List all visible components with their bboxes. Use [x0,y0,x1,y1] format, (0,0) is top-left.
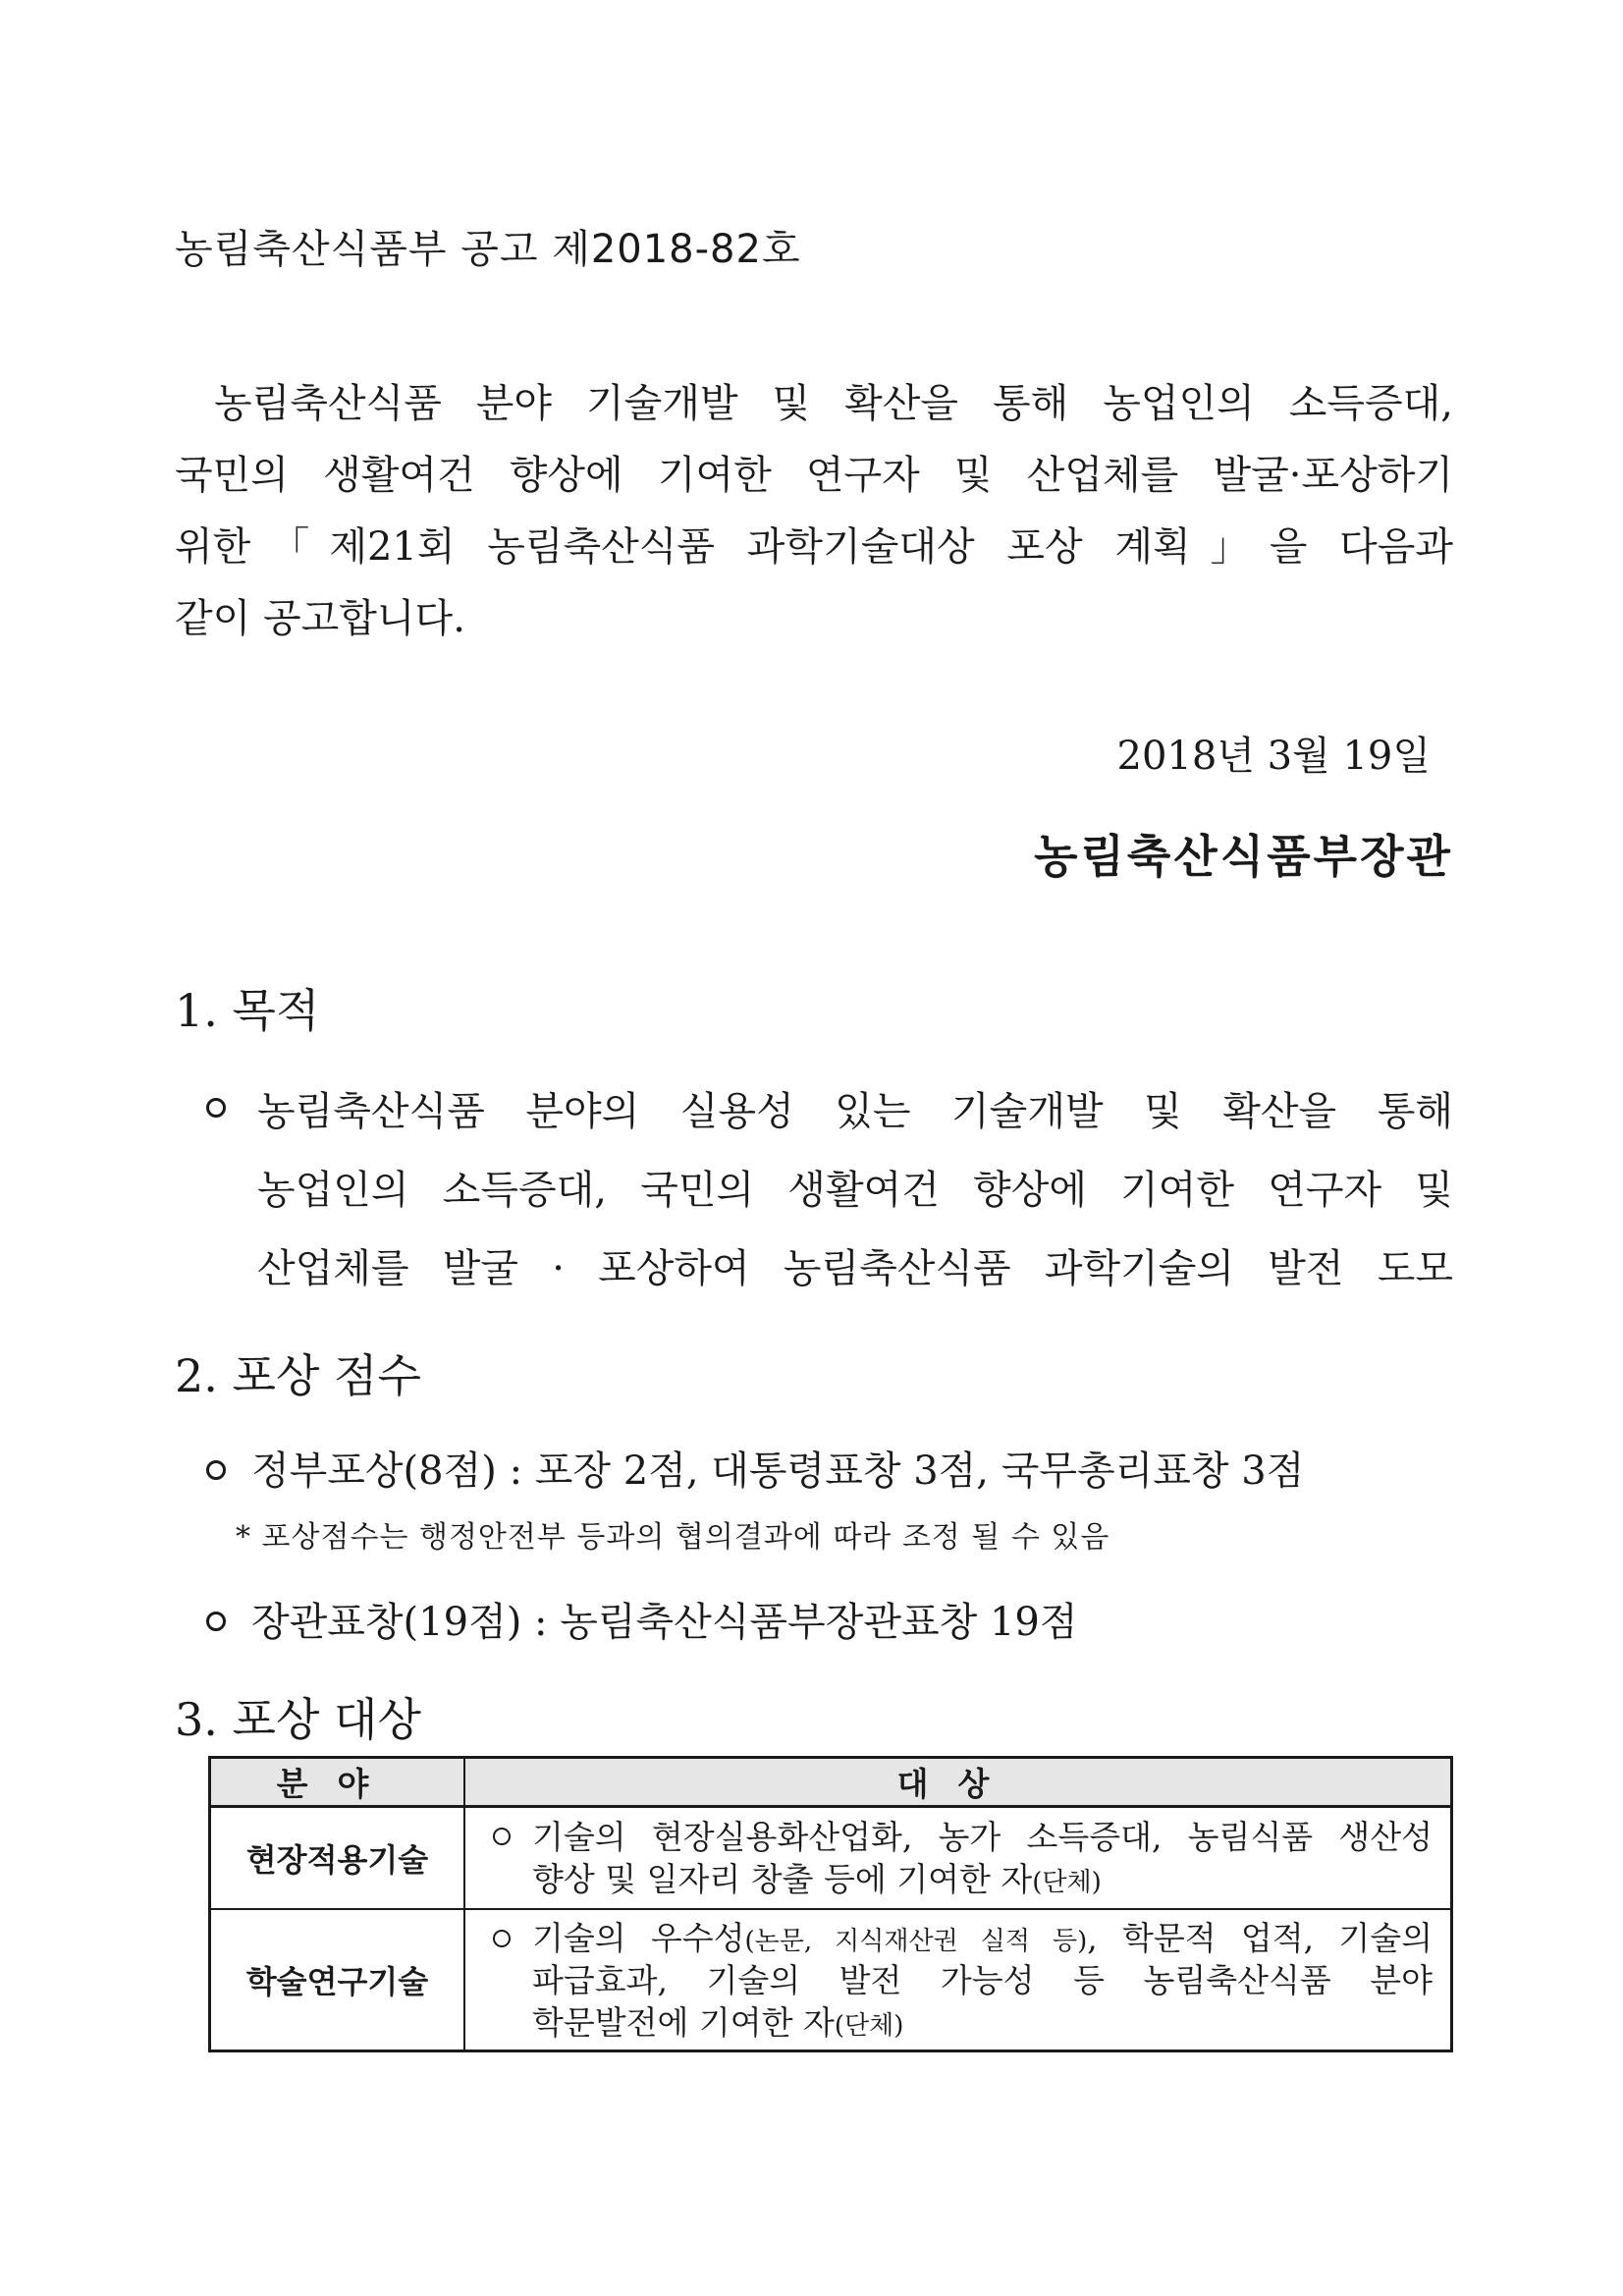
desc-line [493,1858,1433,1900]
issuer-title: 농림축산식품부장관 [1034,830,1453,883]
award-targets-table [208,1756,1453,2052]
purpose-line: 산업체를 발굴 · 포상하여 농림축산식품 과학기술의 발전 도모 [257,1246,1453,1291]
score-item-government [206,1440,1304,1496]
bullet-circle-icon [493,1930,511,1947]
table-row [210,1807,1452,1910]
intro-line: 같이 공고합니다. [175,596,465,641]
purpose-line: 농림축산식품 분야의 실용성 있는 기술개발 및 확산을 통해 [257,1089,1453,1134]
table-cell-desc [464,1807,1452,1910]
bullet-circle-icon [206,1460,226,1480]
bullet-circle-icon [493,1828,511,1845]
intro-line: 농림축산식품 분야 기술개발 및 확산을 통해 농업인의 소득증대, [214,381,1453,426]
section-title-targets: 3. 포상 대상 [175,1693,421,1746]
table-header-target: 대상 [464,1758,1452,1807]
bullet-circle-icon [206,1612,226,1631]
score-note: * 포상점수는 행정안전부 등과의 협의결과에 따라 조정 될 수 있음 [236,1520,1110,1555]
table-cell-desc [464,1909,1452,2051]
section-title-purpose: 1. 목적 [175,984,320,1037]
bullet-circle-icon [206,1098,226,1118]
desc-text-small: (논문, 지식재산권 실적 등) [744,1926,1088,1956]
desc-text: 기술의 우수성 [532,1918,745,1957]
notice-date: 2018년 3월 19일 [1116,734,1431,779]
score-item-text: 정부포상(8점) : 포장 2점, 대통령표창 3점, 국무총리표창 3점 [251,1449,1305,1494]
desc-line: 파급효과, 기술의 발전 가능성 등 농림축산식품 분야 [532,1960,1433,1999]
notice-number: 농림축산식품부 공고 제2018-82호 [175,227,801,272]
desc-line [493,2001,1433,2044]
score-item-minister [206,1591,1078,1647]
section-title-scores: 2. 포상 점수 [175,1349,421,1402]
desc-line [493,1917,1433,1959]
table-cell-field: 현장적용기술 [210,1807,465,1910]
score-item-text: 장관표창(19점) : 농림축산식품부장관표창 19점 [251,1600,1078,1645]
table-cell-field: 학술연구기술 [210,1909,465,2051]
desc-text: 향상 및 일자리 창출 등에 기여한 자 [532,1860,1033,1898]
table-row [210,1909,1452,2051]
intro-paragraph [175,368,1453,655]
desc-text: 학문발전에 기여한 자 [532,2002,835,2042]
desc-text-small: (단체) [834,2010,904,2041]
desc-line: 기술의 현장실용화산업화, 농가 소득증대, 농림식품 생산성 [532,1818,1434,1856]
desc-text: , 학문적 업적, 기술의 [1087,1918,1433,1957]
desc-text-small: (단체) [1032,1868,1102,1897]
intro-line: 국민의 생활여건 향상에 기여한 연구자 및 산업체를 발굴·포상하기 [175,453,1453,498]
table-header-row [210,1758,1452,1807]
table-header-field: 분야 [210,1758,465,1807]
purpose-bullet [206,1072,1453,1308]
purpose-line: 농업인의 소득증대, 국민의 생활여건 향상에 기여한 연구자 및 [257,1168,1453,1213]
intro-line: 위한「제21회 농림축산식품 과학기술대상 포상 계획」을 다음과 [175,524,1453,570]
